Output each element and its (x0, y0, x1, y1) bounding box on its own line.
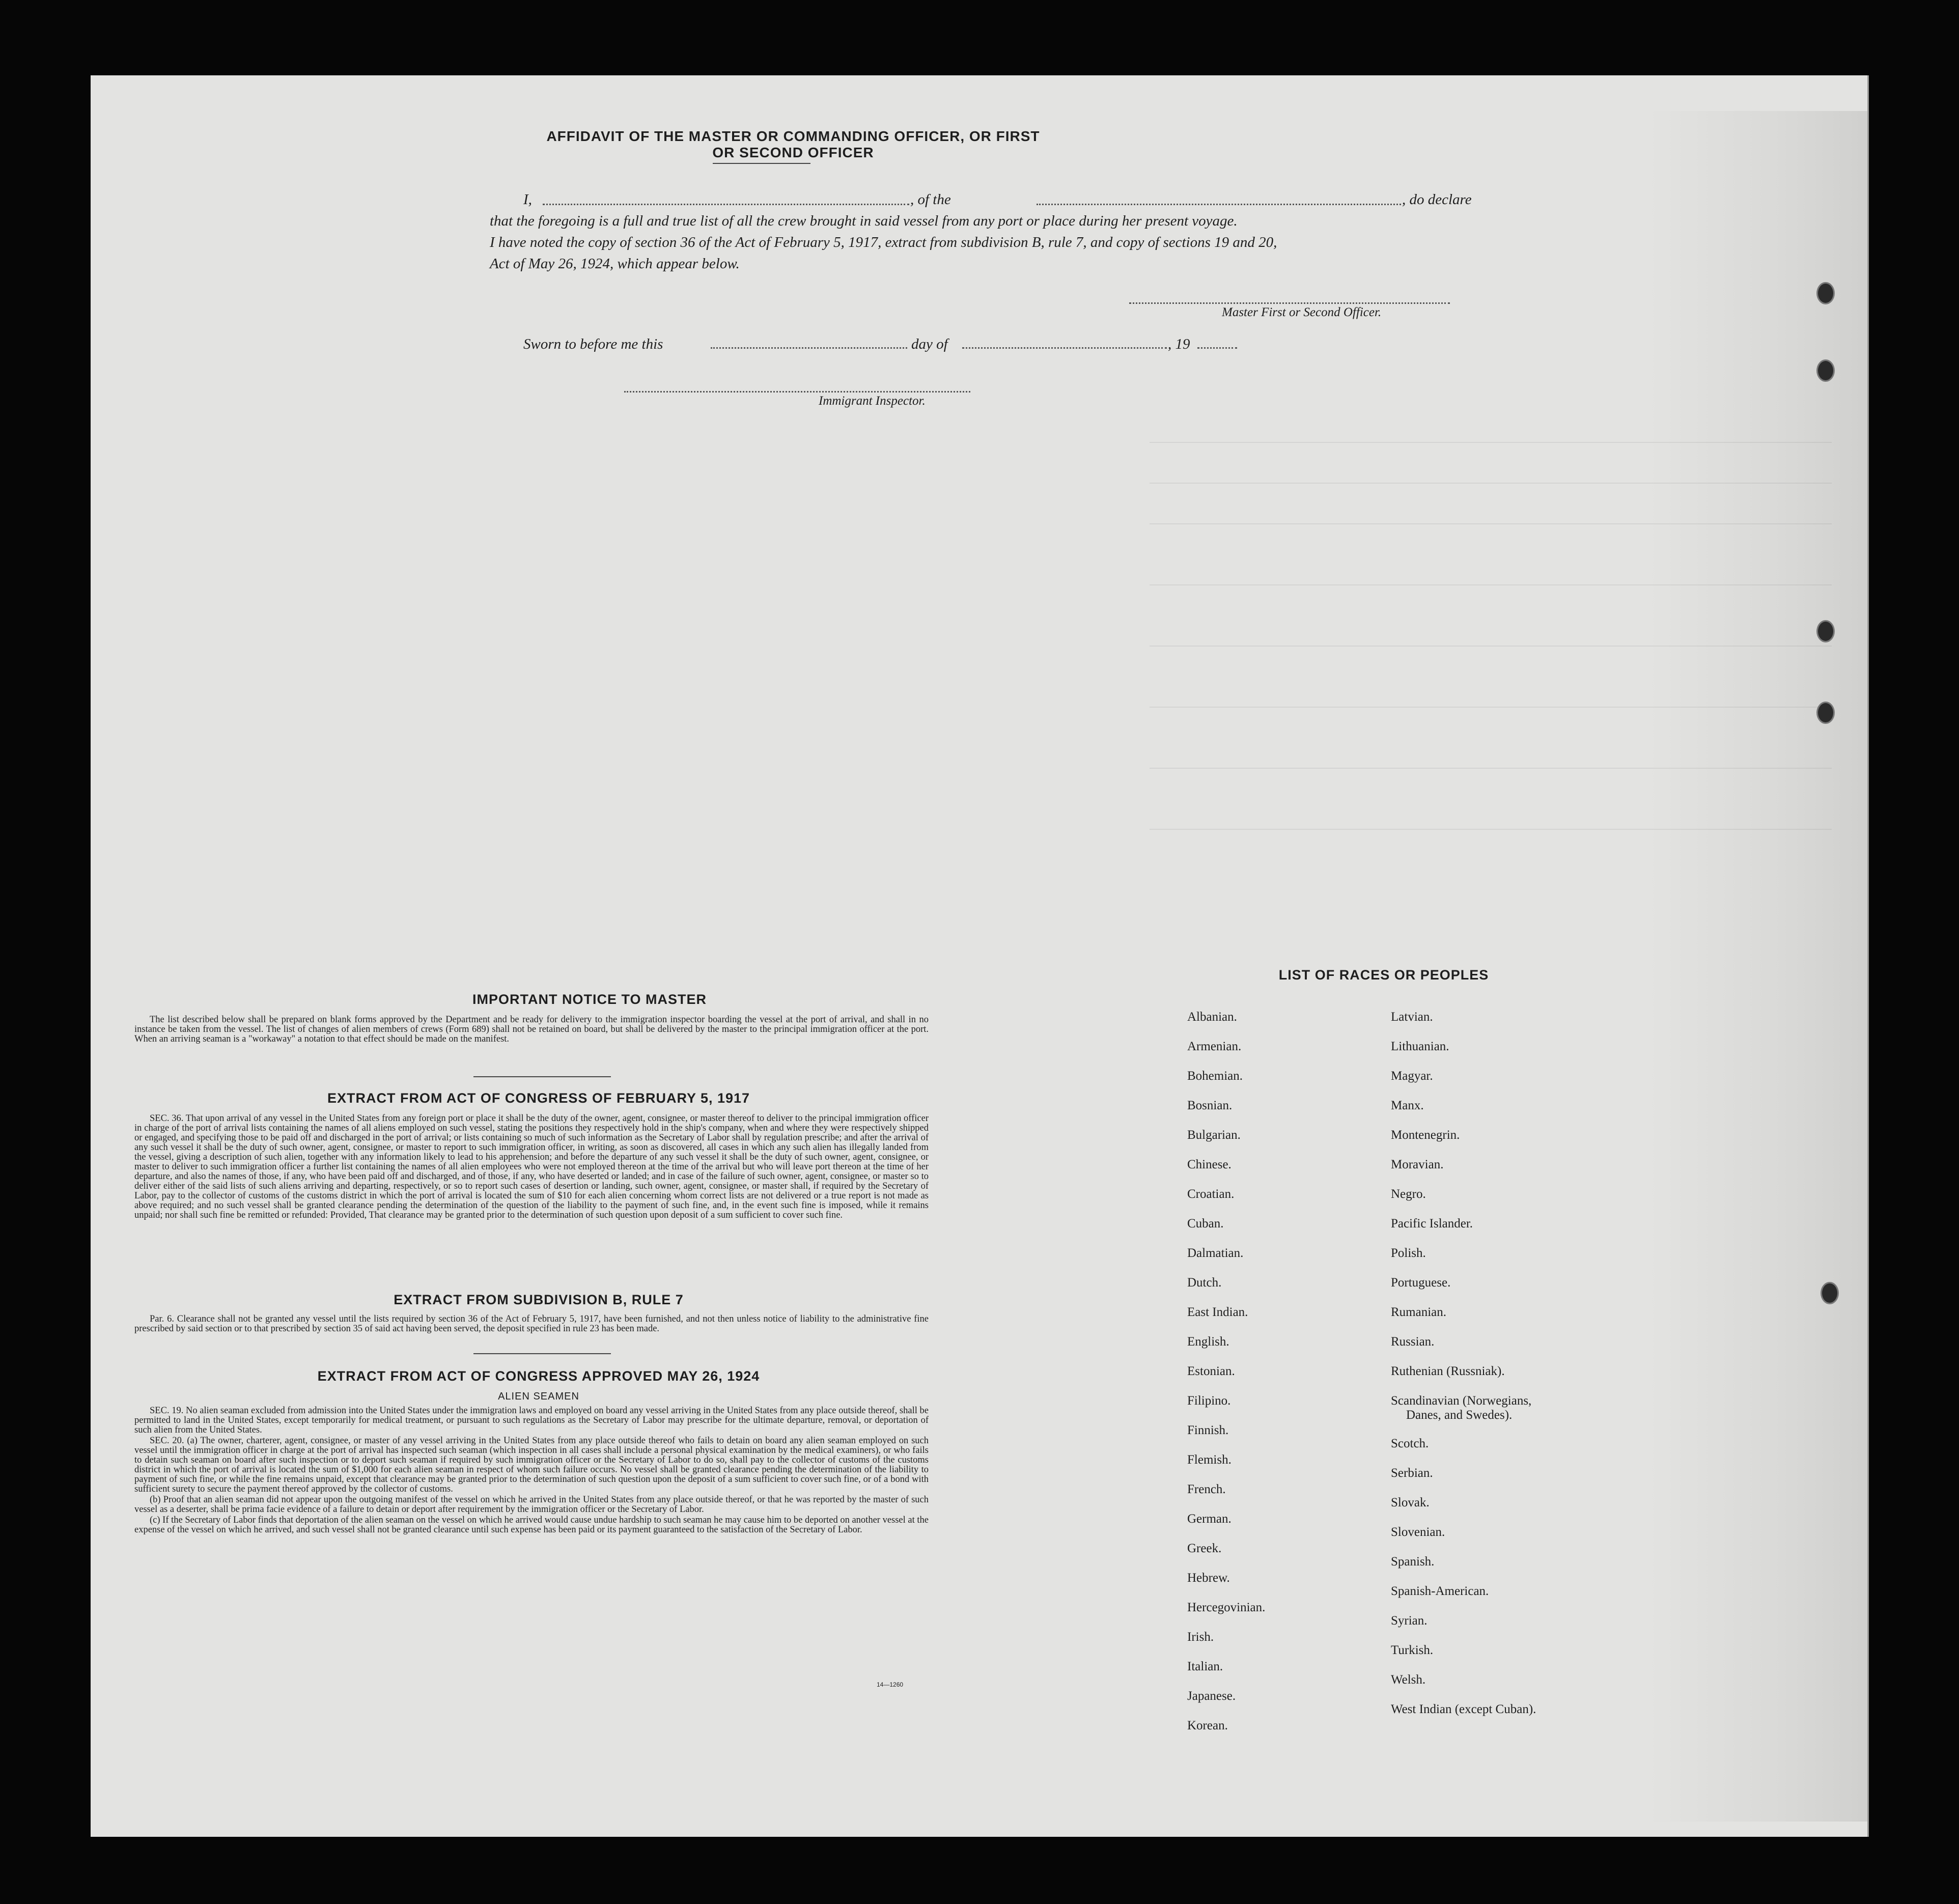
race-item: Montenegrin. (1391, 1128, 1460, 1142)
races-title: LIST OF RACES OR PEOPLES (1278, 967, 1489, 983)
race-item: Bohemian. (1187, 1069, 1243, 1083)
rule7-title: EXTRACT FROM SUBDIVISION B, RULE 7 (394, 1292, 684, 1307)
document-page (91, 75, 1869, 1837)
year-prefix: , 19 (1168, 336, 1190, 352)
bleed-row (1150, 829, 1832, 830)
affidavit-line4: Act of May 26, 1924, which appear below. (490, 256, 740, 272)
punch-hole (1816, 620, 1835, 642)
race-item: Estonian. (1187, 1364, 1235, 1378)
race-item: German. (1187, 1512, 1232, 1526)
race-item: Rumanian. (1391, 1305, 1447, 1319)
race-item: Welsh. (1391, 1673, 1426, 1687)
race-item: English. (1187, 1335, 1229, 1349)
bleed-row (1150, 584, 1832, 585)
race-item: Pacific Islander. (1391, 1217, 1473, 1230)
race-item: Flemish. (1187, 1453, 1232, 1467)
name-blank[interactable] (543, 204, 909, 205)
sec19-paragraph: SEC. 19. No alien seaman excluded from admission into the United States under the immigration laws and employed on board any vessel arriving in the United States from any place outside thereof, shall be permitted to land in the United States, except temporarily for medical treatment, or pursuant to such regulations as the Secretary of Labor may prescribe for the ultimate departure, removal, or deportation of such alien from the United States. (134, 1406, 929, 1435)
race-item: Korean. (1187, 1719, 1228, 1732)
race-item: Filipino. (1187, 1394, 1231, 1408)
race-item: Slovenian. (1391, 1525, 1445, 1539)
race-item: East Indian. (1187, 1305, 1248, 1319)
bleed-row (1150, 707, 1832, 708)
race-item: Moravian. (1391, 1158, 1444, 1171)
act1917-paragraph: SEC. 36. That upon arrival of any vessel in the United States from any foreign port or place it shall be the duty of the owner, agent, consignee, or master thereof to deliver to the principal immigration officer in charge of the port of arrival lists containing the names of all aliens employed on such vessel, stating the positions they respectively hold in the ship's company, when and where they were respectively shipped or engaged, and specifying those to be paid off and discharged in the port of arrival; or lists containing so much of such information as the Secretary of Labor shall by regulation prescribe; and after the arrival of any such vessel it shall be the duty of such owner, agent, consignee, or master to report to such immigration officer, in writing, as soon as discovered, all cases in which any such alien has illegally landed from the vessel, giving a description of such alien, together with any information likely to lead to his apprehension; and before the departure of any such vessel it shall be the duty of such owner, agent, consignee, or master to deliver to such immigration officer a further list containing the names of all alien employees who were not employed thereon at the time of the arrival but who will leave port thereon at the time of her departure, and also the names of those, if any, who have been paid off and discharged, and of those, if any, who have deserted or landed; and in case of the failure of such owner, agent, consignee, or master so to deliver either of the said lists of such aliens arriving and departing, respectively, or so to report such cases of desertion or landing, such owner, agent, consignee, or master shall, if required by the Secretary of Labor, pay to the collector of customs of the customs district in which the port of arrival is located the sum of $10 for each alien concerning whom correct lists are not delivered or a true report is not made as above required; and no such vessel shall be granted clearance pending the determination of the question of the liability to the payment of such fine, and, in the event such fine is imposed, while it remains unpaid; nor shall such fine be remitted or refunded: Provided, That clearance may be granted prior to the determination of such question upon deposit of a sum sufficient to cover such fine. (134, 1113, 929, 1220)
bleed-row (1150, 483, 1832, 484)
punch-hole (1816, 702, 1835, 724)
race-item: Ruthenian (Russniak). (1391, 1364, 1505, 1378)
act1917-body (134, 1114, 929, 1221)
race-item: Spanish. (1391, 1555, 1435, 1569)
bleed-row (1150, 646, 1832, 647)
race-item: French. (1187, 1482, 1226, 1496)
race-item: Spanish-American. (1391, 1584, 1489, 1598)
rule7-body (134, 1314, 929, 1335)
race-item: Japanese. (1187, 1689, 1236, 1703)
year-blank[interactable] (1197, 347, 1237, 349)
race-item: Manx. (1391, 1099, 1424, 1112)
affidavit-i: I, (523, 191, 532, 208)
act1924-title: EXTRACT FROM ACT OF CONGRESS APPROVED MAY 26, 1924 (317, 1368, 760, 1384)
divider (473, 1353, 611, 1354)
race-item: Hebrew. (1187, 1571, 1230, 1585)
form-number: 14—1260 (877, 1681, 904, 1688)
notice-title: IMPORTANT NOTICE TO MASTER (472, 992, 707, 1007)
race-item: Hercegovinian. (1187, 1601, 1266, 1614)
race-item: Bosnian. (1187, 1099, 1233, 1112)
master-signature-blank[interactable] (1129, 302, 1450, 304)
race-item: Scandinavian (Norwegians, (1391, 1394, 1532, 1408)
race-item: Portuguese. (1391, 1276, 1451, 1290)
inspector-signature-blank[interactable] (624, 391, 970, 393)
sworn-label: Sworn to before me this (523, 336, 663, 352)
race-item: Armenian. (1187, 1040, 1242, 1053)
race-item: Croatian. (1187, 1187, 1235, 1201)
race-item: West Indian (except Cuban). (1391, 1702, 1536, 1716)
inspector-label: Immigrant Inspector. (819, 394, 926, 408)
day-of-label: day of (911, 336, 948, 352)
race-item-continuation: Danes, and Swedes). (1406, 1408, 1513, 1422)
affidavit-title: AFFIDAVIT OF THE MASTER OR COMMANDING OFFICER, OR FIRST OR SECOND OFFICER (546, 128, 1040, 160)
act1917-title: EXTRACT FROM ACT OF CONGRESS OF FEBRUARY 5, 1917 (327, 1090, 750, 1106)
race-item: Scotch. (1391, 1437, 1429, 1450)
act1924-body (134, 1406, 929, 1536)
race-item: Greek. (1187, 1542, 1222, 1555)
race-item: Syrian. (1391, 1614, 1428, 1628)
bleed-row (1150, 523, 1832, 524)
race-item: Serbian. (1391, 1466, 1433, 1480)
race-item: Finnish. (1187, 1423, 1229, 1437)
bleed-row (1150, 768, 1832, 769)
affidavit-line2: that the foregoing is a full and true list of all the crew brought in said vessel from any port or place during her present voyage. (490, 213, 1238, 229)
affidavit-do-declare: , do declare (1402, 191, 1472, 208)
race-item: Latvian. (1391, 1010, 1433, 1024)
vessel-blank[interactable] (1037, 204, 1401, 205)
affidavit-line3: I have noted the copy of section 36 of the Act of February 5, 1917, extract from subdivision B, rule 7, and copy of sections 19 and 20, (490, 234, 1277, 250)
race-item: Polish. (1391, 1246, 1426, 1260)
race-item: Dutch. (1187, 1276, 1222, 1290)
sec20a-paragraph: SEC. 20. (a) The owner, charterer, agent, consignee, or master of any vessel arriving in the United States from any place outside thereof who fails to detain on board any alien seaman employed on such vessel until the immigration officer in charge at the port of arrival has inspected such seaman (which inspection in all cases shall include a personal physical examination by the medical examiners), or who fails to detain such seaman on board after such inspection or to deport such seaman if required by such immigration officer or the Secretary of Labor to do so, shall pay to the collector of customs of the customs district in which the port of arrival is located the sum of $1,000 for each alien seaman in respect of whom such failure occurs. No vessel shall be granted clearance pending the determination of the liability to payment of such fine, or while the fine remains unpaid, except that clearance may be granted prior to the determination of such question upon the deposit of a sum sufficient to cover such fine, or of a bond with sufficient surety to secure the payment thereof approved by the collector of customs. (134, 1436, 929, 1494)
race-item: Irish. (1187, 1630, 1214, 1644)
divider (473, 1076, 611, 1077)
master-label: Master First or Second Officer. (1222, 305, 1382, 319)
race-item: Albanian. (1187, 1010, 1237, 1024)
affidavit-of-the: , of the (910, 191, 951, 208)
sec20c-paragraph: (c) If the Secretary of Labor finds that deportation of the alien seaman on the vessel on which he arrived would cause undue hardship to such seaman he may cause him to be deported on another vessel at the expense of the vessel on which he arrived, and such vessel shall not be granted clearance until such expense has been paid or its payment guaranteed to the satisfaction of the Secretary of Labor. (134, 1515, 929, 1535)
punch-hole (1816, 359, 1835, 382)
month-blank[interactable] (962, 347, 1167, 349)
race-item: Russian. (1391, 1335, 1435, 1349)
race-item: Turkish. (1391, 1643, 1434, 1657)
race-item: Negro. (1391, 1187, 1426, 1201)
race-item: Dalmatian. (1187, 1246, 1244, 1260)
divider (713, 163, 810, 164)
race-item: Italian. (1187, 1660, 1223, 1673)
race-item: Cuban. (1187, 1217, 1224, 1230)
notice-body (134, 1015, 929, 1045)
day-blank[interactable] (711, 347, 907, 349)
notice-paragraph: The list described below shall be prepared on blank forms approved by the Department and be ready for delivery to the immigration inspector boarding the vessel at the port of arrival, and shall in no instance be taken from the vessel. The list of changes of alien members of crews (Form 689) shall not be retained on board, but shall be delivered by the master to the principal immigration officer at the port. When an arriving seaman is a "workaway" a notation to that effect should be made on the manifest. (134, 1015, 929, 1044)
punch-hole (1821, 1282, 1839, 1304)
sec20b-paragraph: (b) Proof that an alien seaman did not appear upon the outgoing manifest of the vessel on which he arrived in the United States from any place outside thereof, or that he was reported by the master of such vessel as a deserter, shall be prima facie evidence of a failure to detain or deport after requirement by the immigration officer or the Secretary of Labor. (134, 1495, 929, 1515)
race-item: Slovak. (1391, 1496, 1430, 1509)
race-item: Magyar. (1391, 1069, 1433, 1083)
bleed-row (1150, 442, 1832, 443)
race-item: Bulgarian. (1187, 1128, 1241, 1142)
rule7-paragraph: Par. 6. Clearance shall not be granted any vessel until the lists required by section 36 of the Act of February 5, 1917, have been furnished, and not then unless notice of liability to the administrative fine prescribed by said section or to that prescribed by section 35 of said act having been served, the deposit specified in rule 23 has been made. (134, 1314, 929, 1334)
bleed-through-area (1648, 111, 1869, 1822)
race-item: Chinese. (1187, 1158, 1232, 1171)
punch-hole (1816, 282, 1835, 304)
race-item: Lithuanian. (1391, 1040, 1449, 1053)
act1924-subtitle: ALIEN SEAMEN (498, 1391, 579, 1402)
